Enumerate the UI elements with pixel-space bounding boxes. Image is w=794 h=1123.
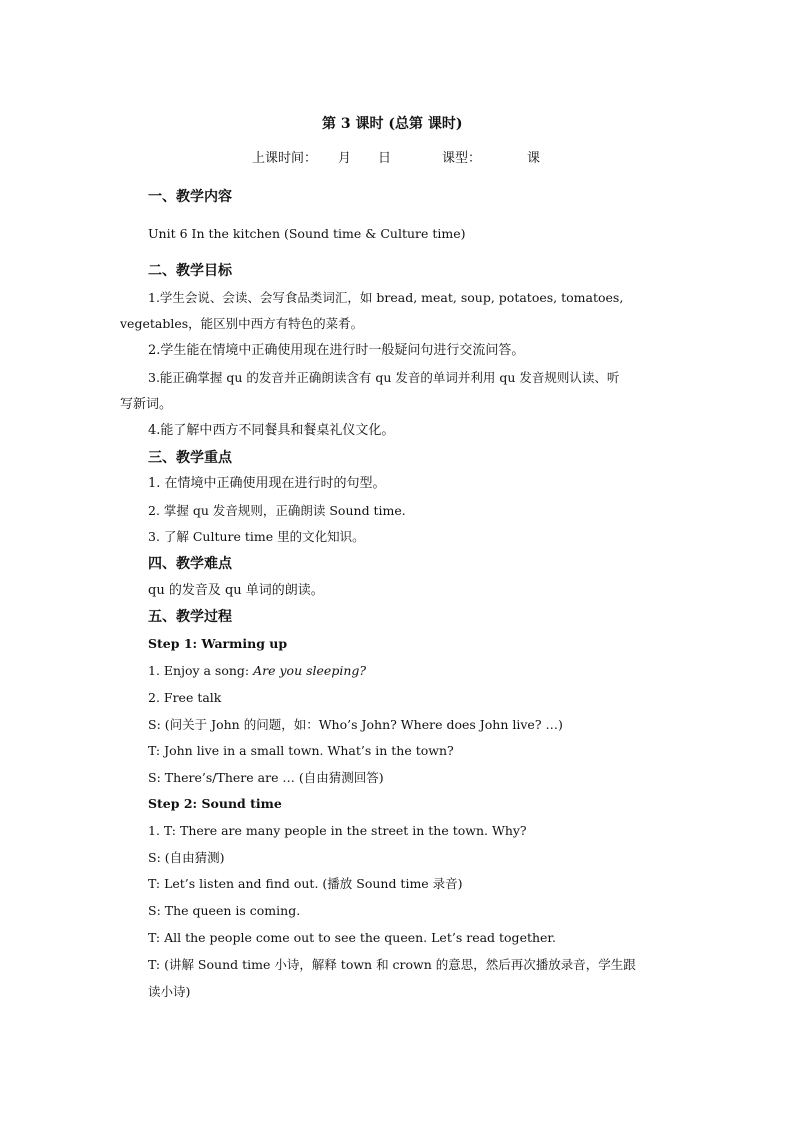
month-label: 月 <box>338 151 352 166</box>
goals-heading: 二、教学目标 <box>148 263 232 279</box>
step-1-item-1 <box>148 662 366 680</box>
goal-4: 4.能了解中西方不同餐具和餐桌礼仪文化。 <box>148 423 395 438</box>
class-time-label: 上课时间： <box>252 151 318 166</box>
step-2-teacher-3: T: All the people come out to see the queen. Let’s read together. <box>148 930 557 945</box>
key-point-1: 1. 在情境中正确使用现在进行时的句型。 <box>148 476 386 491</box>
step-2-teacher-4-line-2: 读小诗) <box>148 984 191 999</box>
goal-2: 2.学生能在情境中正确使用现在进行时一般疑问句进行交流问答。 <box>148 343 525 358</box>
difficult-points-heading: 四、教学难点 <box>148 556 232 572</box>
step-1-heading: Step 1: Warming up <box>148 636 288 651</box>
step-2-teacher-1: 1. T: There are many people in the street in the town. Why? <box>148 823 527 838</box>
key-point-2: 2. 掌握 qu 发音规则，正确朗读 Sound time. <box>148 503 406 518</box>
step-2-teacher-2: T: Let’s listen and find out. (播放 Sound time 录音) <box>148 876 463 891</box>
process-heading: 五、教学过程 <box>148 609 232 625</box>
step-2-student-2: S: The queen is coming. <box>148 903 301 918</box>
step-1-item-2: 2. Free talk <box>148 690 222 705</box>
step-2-student-1: S: (自由猜测) <box>148 850 225 865</box>
key-points-heading: 三、教学重点 <box>148 450 232 466</box>
step-1-teacher-1: T: John live in a small town. What’s in the town? <box>148 743 454 758</box>
day-label: 日 <box>378 151 392 166</box>
lesson-title: 第 3 课时 (总第 课时) <box>322 116 463 132</box>
content-text: Unit 6 In the kitchen (Sound time & Culture time) <box>148 226 466 241</box>
difficult-points-text: qu 的发音及 qu 单词的朗读。 <box>148 583 324 598</box>
lesson-type-label: 课型： <box>442 151 482 166</box>
step-2-teacher-4-line-1: T: (讲解 Sound time 小诗，解释 town 和 crown 的意思，然后再次播放录音，学生跟 <box>148 957 636 972</box>
step-1-student-2: S: There’s/There are … (自由猜测回答) <box>148 770 384 785</box>
goal-3-line-1: 3.能正确掌握 qu 的发音并正确朗读含有 qu 发音的单词并利用 qu 发音规则认读、听 <box>148 370 620 385</box>
goal-1-line-1: 1.学生会说、会读、会写食品类词汇，如 bread, meat, soup, potatoes, tomatoes, <box>148 290 624 305</box>
song-prefix: 1. Enjoy a song: <box>148 663 254 678</box>
song-title: Are you sleeping? <box>253 663 367 678</box>
step-2-heading: Step 2: Sound time <box>148 796 282 811</box>
goal-3-line-2: 写新词。 <box>120 397 173 412</box>
lesson-type-value: 课 <box>527 151 541 166</box>
goal-1-line-2: vegetables，能区别中西方有特色的菜肴。 <box>120 316 364 331</box>
content-heading: 一、教学内容 <box>148 189 232 205</box>
key-point-3: 3. 了解 Culture time 里的文化知识。 <box>148 529 365 544</box>
step-1-student-1: S: (问关于 John 的问题，如：Who’s John? Where does John live? …) <box>148 717 563 732</box>
